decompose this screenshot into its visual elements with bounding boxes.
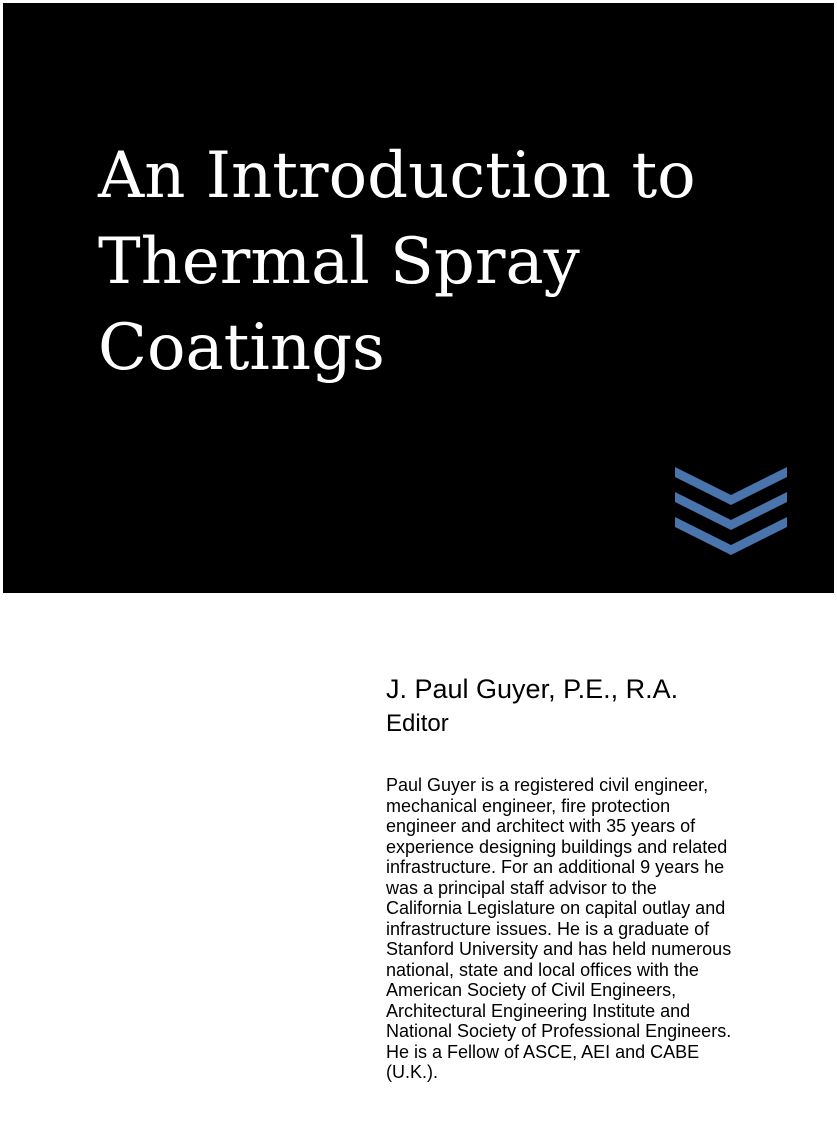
bio-line: was a principal staff advisor to the bbox=[386, 877, 657, 898]
cover-band bbox=[3, 3, 834, 593]
bio-line: Stanford University and has held numerous bbox=[386, 939, 732, 959]
bio-line: national, state and local offices with the bbox=[386, 959, 699, 980]
bio-line: National Society of Professional Engineers. bbox=[386, 1021, 732, 1041]
bio-line: experience designing buildings and related bbox=[386, 836, 728, 857]
bio-line: California Legislature on capital outlay and bbox=[386, 898, 726, 918]
title-line: Thermal Spray bbox=[98, 225, 580, 299]
author-block bbox=[386, 673, 826, 1083]
title-line: An Introduction to bbox=[98, 139, 696, 213]
bio-line: mechanical engineer, fire protection bbox=[386, 795, 671, 816]
bio-line: He is a Fellow of ASCE, AEI and CABE bbox=[386, 1041, 700, 1062]
bio-line: American Society of Civil Engineers, bbox=[386, 980, 677, 1000]
book-title bbox=[98, 133, 798, 391]
bio-line: (U.K.). bbox=[386, 1062, 438, 1082]
chevron-top bbox=[675, 467, 787, 505]
bio-line: infrastructure issues. He is a graduate of bbox=[386, 918, 710, 939]
author-role: Editor bbox=[386, 710, 449, 737]
bio-line: Paul Guyer is a registered civil engineer, bbox=[386, 775, 709, 795]
title-line: Coatings bbox=[98, 311, 385, 385]
author-bio bbox=[386, 775, 826, 1083]
bio-line: Architectural Engineering Institute and bbox=[386, 1000, 691, 1021]
bio-line: infrastructure. For an additional 9 years he bbox=[386, 857, 725, 877]
author-name: J. Paul Guyer, P.E., R.A. bbox=[386, 674, 679, 704]
bio-line: engineer and architect with 35 years of bbox=[386, 816, 696, 836]
triple-chevron-down-icon bbox=[675, 465, 787, 557]
